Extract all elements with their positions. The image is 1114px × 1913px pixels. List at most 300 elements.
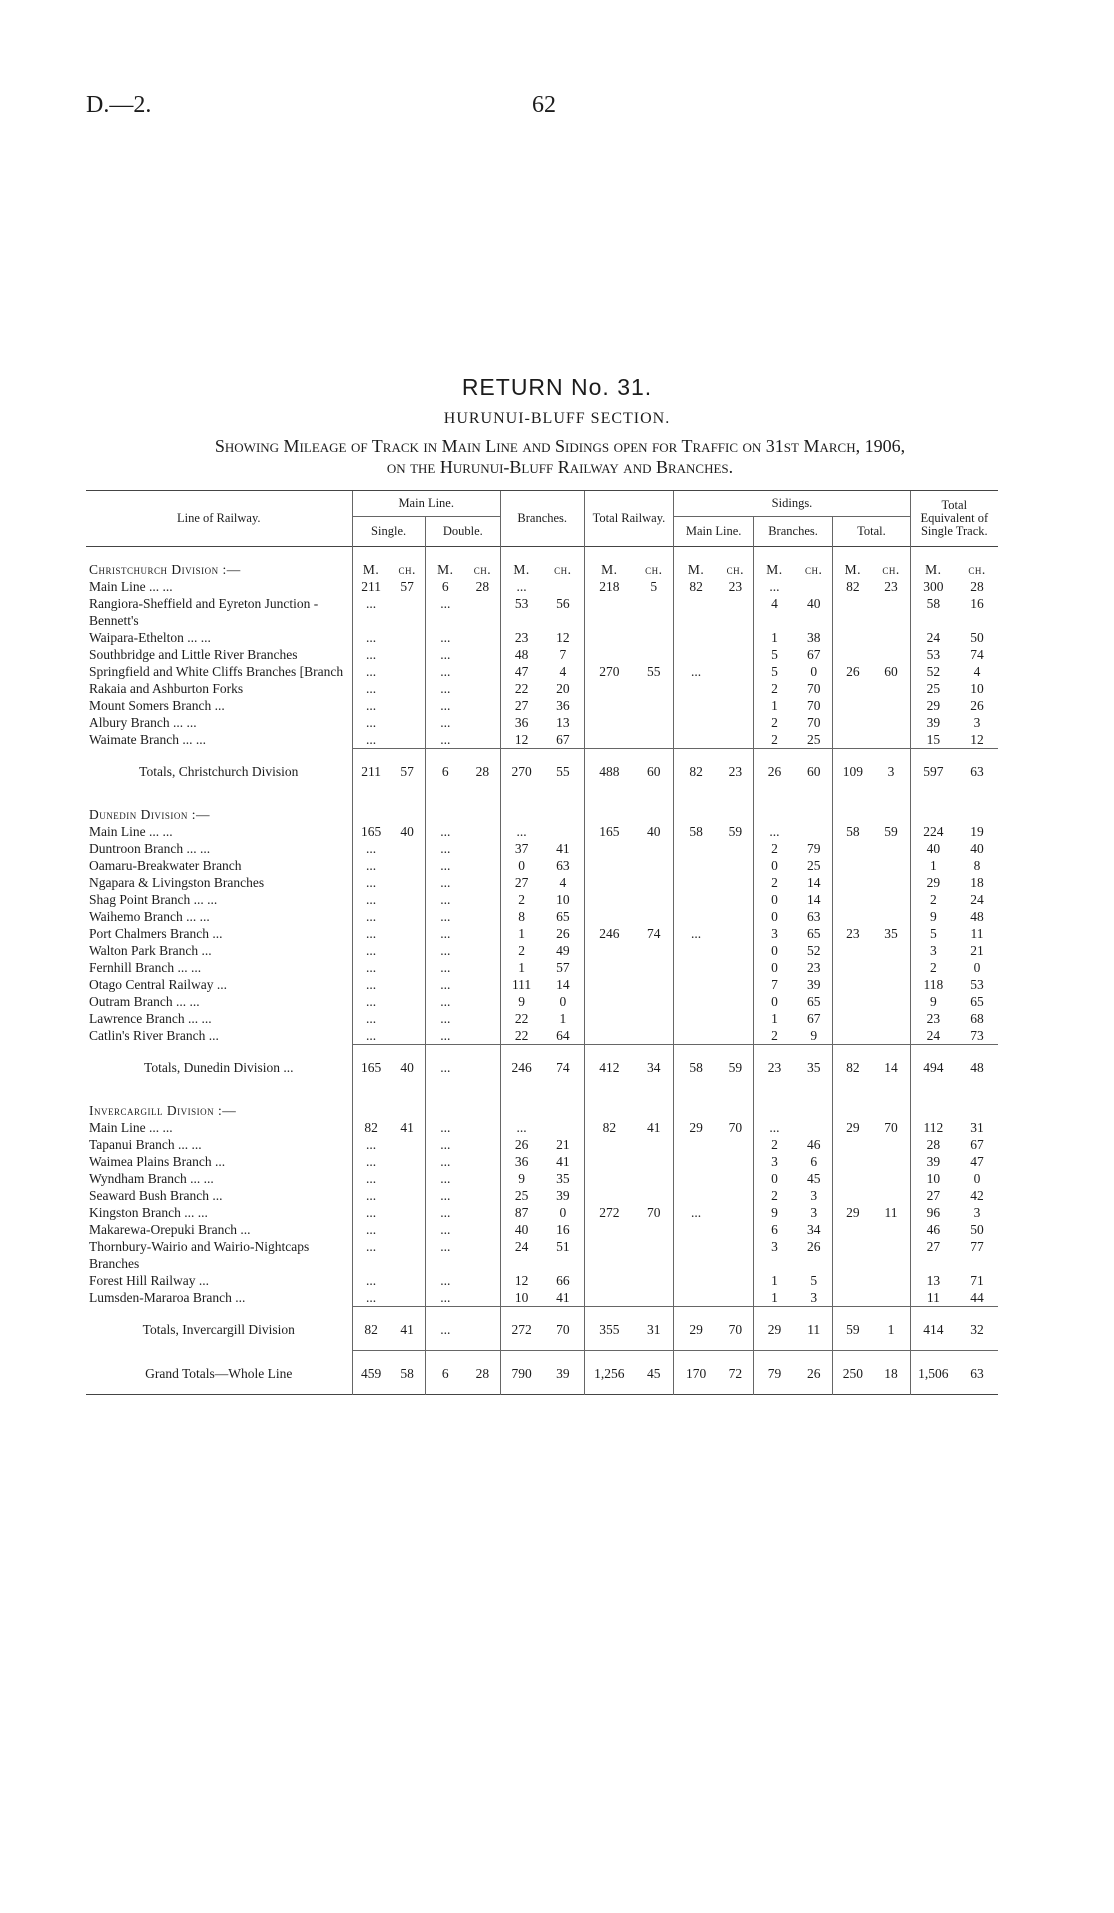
- single-ch: [390, 1187, 426, 1204]
- total-equivalent-ch: 73: [970, 1028, 984, 1043]
- total-railway-ch: [634, 857, 674, 874]
- line-name: Main Line ... ...: [89, 579, 173, 594]
- total-equivalent-m: 1: [910, 857, 956, 874]
- double-m: ...: [425, 840, 465, 857]
- totals-equivalent-m: 494: [910, 1045, 956, 1089]
- total-railway-ch: [634, 1187, 674, 1204]
- total-railway-m: [584, 908, 634, 925]
- sidings-total-ch: [872, 942, 910, 959]
- heading-blank-ch: [465, 792, 501, 823]
- sidings-main-m: [674, 976, 718, 993]
- branches-m: 1: [500, 959, 542, 976]
- total-equivalent-ch: 28: [970, 579, 984, 594]
- totals-sidings-main-ch: 59: [718, 1045, 754, 1089]
- table-row: [86, 1221, 998, 1238]
- sidings-branches-m: 4: [753, 595, 795, 629]
- branches-m: 27: [500, 697, 542, 714]
- single-ch: [390, 629, 426, 646]
- sidings-total-ch: [872, 1272, 910, 1289]
- sidings-total-m: [833, 959, 873, 976]
- single-ch: [390, 874, 426, 891]
- sidings-main-m: [674, 874, 718, 891]
- total-railway-m: [584, 595, 634, 629]
- unit-m: M.: [833, 547, 873, 578]
- table-row: [86, 857, 998, 874]
- total-equivalent-ch: 24: [970, 892, 984, 907]
- total-railway-m: [584, 993, 634, 1010]
- sidings-branches-m: 5: [753, 646, 795, 663]
- sidings-branches-ch: 40: [806, 596, 821, 611]
- single-m: ...: [352, 959, 390, 976]
- heading-blank-ch: [956, 792, 998, 823]
- totals-double-ch: [465, 1307, 501, 1351]
- totals-sidings-main-m: 29: [674, 1307, 718, 1351]
- single-m: ...: [352, 629, 390, 646]
- sidings-branches-ch: 25: [806, 858, 821, 873]
- unit-m: M.: [352, 547, 390, 578]
- single-ch: [390, 697, 426, 714]
- single-m: ...: [352, 1010, 390, 1027]
- sidings-total-group-m: 23: [833, 925, 873, 942]
- heading-blank-ch: [542, 792, 584, 823]
- sidings-total-group-ch: 35: [884, 926, 898, 941]
- sidings-branches-ch: [795, 578, 833, 595]
- sidings-total-m: [833, 976, 873, 993]
- total-equivalent-m: 24: [910, 1027, 956, 1045]
- line-name: Walton Park Branch ...: [89, 943, 212, 958]
- totals-double-ch: [465, 1045, 501, 1089]
- total-equivalent-m: 27: [910, 1187, 956, 1204]
- line-name: Otago Central Railway ...: [89, 977, 227, 992]
- sidings-main-m: [674, 840, 718, 857]
- branches-ch: 35: [556, 1171, 570, 1186]
- totals-sidings-branches-ch: 11: [795, 1307, 833, 1351]
- sidings-total-group-ch: 60: [884, 664, 898, 679]
- total-railway-m: [584, 629, 634, 646]
- branches-m: 0: [500, 857, 542, 874]
- double-ch: [465, 857, 501, 874]
- unit-ch: ch.: [645, 562, 663, 577]
- total-equivalent-ch: 77: [970, 1239, 984, 1254]
- branches-ch: 49: [556, 943, 570, 958]
- unit-m: M.: [674, 547, 718, 578]
- table-row: [86, 1238, 998, 1272]
- total-railway-ch: [634, 1010, 674, 1027]
- double-ch: [465, 1272, 501, 1289]
- bottom-rule-cell: [86, 1395, 998, 1396]
- line-name: Waimate Branch ... ...: [89, 732, 206, 747]
- totals-sidings-total-ch: 14: [872, 1045, 910, 1089]
- sidings-total-m: [833, 646, 873, 663]
- double-ch: [465, 646, 501, 663]
- unit-ch: ch.: [968, 562, 986, 577]
- heading-blank-ch: [634, 792, 674, 823]
- double-m: ...: [425, 1010, 465, 1027]
- sidings-total-m: [833, 1136, 873, 1153]
- double-m: ...: [425, 874, 465, 891]
- heading-blank-m: [910, 1088, 956, 1119]
- sidings-branches-m: 2: [753, 874, 795, 891]
- single-m: ...: [352, 1289, 390, 1307]
- single-m: ...: [352, 840, 390, 857]
- sidings-branches-ch: 3: [810, 1290, 818, 1305]
- sidings-main-m: [674, 891, 718, 908]
- unit-m: M.: [910, 547, 956, 578]
- total-equivalent-m: 39: [910, 1153, 956, 1170]
- single-m: ...: [352, 908, 390, 925]
- sidings-branches-m: ...: [753, 578, 795, 595]
- sidings-total-ch: [872, 1153, 910, 1170]
- totals-total-railway-m: 355: [584, 1307, 634, 1351]
- sidings-total-m: [833, 595, 873, 629]
- branches-ch: 41: [556, 1290, 570, 1305]
- sidings-main-ch: [718, 1289, 754, 1307]
- sidings-branches-m: 1: [753, 629, 795, 646]
- heading-blank-ch: [872, 1088, 910, 1119]
- sidings-main-m: [674, 1187, 718, 1204]
- single-ch: 41: [400, 1120, 414, 1135]
- total-railway-m: [584, 714, 634, 731]
- total-equivalent-m: 3: [910, 942, 956, 959]
- total-railway-m: [584, 646, 634, 663]
- line-name: Thornbury-Wairio and Wairio-Nightcaps Branches: [89, 1239, 310, 1271]
- total-railway-m: [584, 959, 634, 976]
- sidings-main-ch: [718, 1272, 754, 1289]
- sidings-total-m: [833, 714, 873, 731]
- total-equivalent-m: 46: [910, 1221, 956, 1238]
- division-heading-row: [86, 547, 998, 578]
- total-railway-m: [584, 1187, 634, 1204]
- division-heading: Christchurch Division :—: [89, 562, 241, 577]
- section-title: HURUNUI-BLUFF SECTION.: [443, 410, 671, 427]
- sidings-total-ch: [872, 646, 910, 663]
- sidings-main-ch: 59: [728, 824, 743, 839]
- branches-ch: 0: [559, 1205, 567, 1220]
- sidings-branches-m: 0: [753, 959, 795, 976]
- total-railway-m: [584, 874, 634, 891]
- table-row: [86, 1010, 998, 1027]
- col-main-line: Main Line.: [352, 491, 500, 517]
- line-name: Port Chalmers Branch ...: [89, 926, 223, 941]
- total-equivalent-m: 27: [910, 1238, 956, 1272]
- grand-double-m: 6: [425, 1351, 465, 1395]
- line-name: Main Line ... ...: [89, 1120, 173, 1135]
- single-m: ...: [352, 680, 390, 697]
- single-m: ...: [352, 993, 390, 1010]
- double-ch: [465, 993, 501, 1010]
- table-subtitle: [40, 436, 1080, 478]
- unit-ch: ch.: [804, 562, 823, 577]
- single-m: ...: [352, 697, 390, 714]
- single-m: ...: [352, 1272, 390, 1289]
- heading-blank-m: [584, 792, 634, 823]
- sidings-total-ch: [872, 697, 910, 714]
- single-ch: [390, 840, 426, 857]
- total-railway-ch: [634, 680, 674, 697]
- branches-m: 26: [500, 1136, 542, 1153]
- total-railway-group-ch: 74: [647, 926, 661, 941]
- double-m: ...: [425, 959, 465, 976]
- branches-ch: [542, 823, 584, 840]
- sidings-total-ch: [872, 1289, 910, 1307]
- total-equivalent-ch: 10: [970, 681, 984, 696]
- sidings-branches-m: 0: [753, 891, 795, 908]
- double-m: ...: [425, 891, 465, 908]
- total-railway-ch: [634, 1238, 674, 1272]
- totals-sidings-total-m: 109: [833, 749, 873, 793]
- single-m: ...: [352, 942, 390, 959]
- single-ch: [390, 925, 426, 942]
- branches-ch: 51: [556, 1239, 570, 1254]
- heading-blank-m: [674, 1088, 718, 1119]
- grand-equivalent-ch: 63: [956, 1351, 998, 1395]
- double-ch: [465, 925, 501, 942]
- branches-m: 22: [500, 680, 542, 697]
- totals-equivalent-m: 597: [910, 749, 956, 793]
- double-ch: [465, 1119, 501, 1136]
- total-railway-group-m: 270: [584, 663, 634, 680]
- sidings-total-m: [833, 1170, 873, 1187]
- total-railway-m: [584, 1136, 634, 1153]
- line-name: Waihemo Branch ... ...: [89, 909, 210, 924]
- col-double: Double.: [425, 517, 500, 547]
- double-ch: [465, 595, 501, 629]
- branches-m: 12: [500, 1272, 542, 1289]
- grand-branches-m: 790: [500, 1351, 542, 1395]
- total-railway-m: [584, 1027, 634, 1045]
- line-name: Lawrence Branch ... ...: [89, 1011, 212, 1026]
- total-equivalent-m: 13: [910, 1272, 956, 1289]
- heading-blank-m: [833, 1088, 873, 1119]
- unit-ch: ch.: [473, 562, 492, 577]
- col-sidings: Sidings.: [674, 491, 910, 517]
- single-ch: [390, 680, 426, 697]
- heading-blank-ch: [390, 792, 426, 823]
- sidings-total-ch: [872, 959, 910, 976]
- grand-single-m: 459: [352, 1351, 390, 1395]
- table-row: [86, 925, 998, 942]
- sidings-total-group-m: 29: [833, 1204, 873, 1221]
- grand-totals-label: Grand Totals—Whole Line: [145, 1365, 293, 1381]
- sidings-main-ch: [718, 993, 754, 1010]
- total-railway-ch: [634, 714, 674, 731]
- double-m: ...: [425, 629, 465, 646]
- table-row: [86, 840, 998, 857]
- table-row: [86, 1119, 998, 1136]
- total-equivalent-ch: 8: [973, 858, 981, 873]
- branches-ch: 13: [556, 715, 570, 730]
- branches-ch: 26: [556, 926, 570, 941]
- table-row: [86, 1027, 998, 1045]
- totals-single-ch: 41: [390, 1307, 426, 1351]
- grand-sidings-branches-m: 79: [753, 1351, 795, 1395]
- double-ch: [465, 680, 501, 697]
- branches-m: 87: [500, 1204, 542, 1221]
- heading-blank-m: [833, 792, 873, 823]
- total-equivalent-ch: 18: [970, 875, 984, 890]
- total-equivalent-ch: 19: [970, 824, 984, 839]
- total-equivalent-ch: 21: [970, 943, 984, 958]
- total-equivalent-ch: 53: [970, 977, 984, 992]
- total-railway-ch: [634, 646, 674, 663]
- single-ch: [390, 857, 426, 874]
- double-m: ...: [425, 1119, 465, 1136]
- double-ch: [465, 1170, 501, 1187]
- sidings-total-m: 29: [833, 1119, 873, 1136]
- sidings-main-ch: [718, 595, 754, 629]
- totals-equivalent-ch: 48: [956, 1045, 998, 1089]
- sidings-main-m: [674, 1272, 718, 1289]
- table-row: [86, 663, 998, 680]
- branches-ch: 4: [559, 875, 567, 890]
- sidings-main-group-m: ...: [674, 925, 718, 942]
- total-railway-m: [584, 731, 634, 749]
- total-railway-ch: [634, 1221, 674, 1238]
- total-railway-ch: [634, 1272, 674, 1289]
- total-railway-m: [584, 1221, 634, 1238]
- sidings-total-ch: [872, 680, 910, 697]
- double-ch: [465, 629, 501, 646]
- sidings-main-ch: [718, 1153, 754, 1170]
- table-row: [86, 646, 998, 663]
- total-railway-m: [584, 1238, 634, 1272]
- double-ch: [465, 1010, 501, 1027]
- total-railway-ch: 41: [647, 1120, 661, 1135]
- sidings-main-ch: [718, 1136, 754, 1153]
- sidings-main-m: [674, 959, 718, 976]
- document-reference: D.—2.: [86, 92, 152, 118]
- total-equivalent-m: 5: [910, 925, 956, 942]
- sidings-total-m: [833, 1153, 873, 1170]
- branches-m: 27: [500, 874, 542, 891]
- grand-sidings-total-ch: 18: [872, 1351, 910, 1395]
- sidings-branches-m: 1: [753, 697, 795, 714]
- double-ch: [465, 1027, 501, 1045]
- sidings-branches-ch: 14: [806, 875, 821, 890]
- total-railway-m: [584, 680, 634, 697]
- sidings-branches-m: 2: [753, 680, 795, 697]
- sidings-main-group-ch: [718, 925, 754, 942]
- branches-m: 36: [500, 1153, 542, 1170]
- branches-m: 23: [500, 629, 542, 646]
- single-ch: [390, 1238, 426, 1272]
- heading-blank-ch: [542, 1088, 584, 1119]
- division-totals-row: [86, 1307, 998, 1351]
- sidings-branches-ch: 0: [810, 664, 818, 679]
- sidings-main-m: [674, 680, 718, 697]
- totals-sidings-branches-m: 23: [753, 1045, 795, 1089]
- unit-m: M.: [500, 547, 542, 578]
- heading-blank-ch: [634, 1088, 674, 1119]
- sidings-branches-m: 9: [753, 1204, 795, 1221]
- grand-single-ch: 58: [390, 1351, 426, 1395]
- total-railway-ch: [634, 629, 674, 646]
- total-railway-m: 82: [584, 1119, 634, 1136]
- total-railway-ch: 40: [647, 824, 661, 839]
- double-ch: [465, 1204, 501, 1221]
- totals-total-railway-ch: 31: [634, 1307, 674, 1351]
- sidings-branches-ch: 79: [806, 841, 821, 856]
- sidings-branches-m: 0: [753, 857, 795, 874]
- branches-ch: 10: [556, 892, 570, 907]
- heading-blank-m: [910, 792, 956, 823]
- sidings-total-m: [833, 942, 873, 959]
- sidings-main-m: [674, 1136, 718, 1153]
- single-m: ...: [352, 663, 390, 680]
- double-m: ...: [425, 1153, 465, 1170]
- sidings-branches-ch: 52: [806, 943, 821, 958]
- single-m: ...: [352, 1221, 390, 1238]
- total-equivalent-m: 39: [910, 714, 956, 731]
- branches-m: 111: [500, 976, 542, 993]
- sidings-main-m: [674, 731, 718, 749]
- table-row: [86, 1204, 998, 1221]
- double-m: ...: [425, 1221, 465, 1238]
- branches-m: 53: [500, 595, 542, 629]
- branches-ch: 0: [559, 994, 567, 1009]
- sidings-total-ch: [872, 976, 910, 993]
- total-equivalent-ch: 50: [970, 630, 984, 645]
- sidings-main-group-m: ...: [674, 663, 718, 680]
- total-railway-m: [584, 1153, 634, 1170]
- sidings-branches-ch: 5: [810, 1273, 818, 1288]
- total-railway-ch: [634, 595, 674, 629]
- division-heading: Invercargill Division :—: [89, 1103, 237, 1118]
- sidings-branches-m: ...: [753, 823, 795, 840]
- branches-ch: 65: [556, 909, 570, 924]
- line-name: Ngapara & Livingston Branches: [89, 875, 265, 890]
- line-name: Lumsden-Mararoa Branch ...: [89, 1290, 246, 1305]
- totals-total-railway-m: 412: [584, 1045, 634, 1089]
- sidings-total-ch: [872, 731, 910, 749]
- grand-sidings-main-m: 170: [674, 1351, 718, 1395]
- sidings-branches-ch: [795, 823, 833, 840]
- totals-branches-m: 272: [500, 1307, 542, 1351]
- line-name: Albury Branch ... ...: [89, 715, 197, 730]
- double-m: ...: [425, 993, 465, 1010]
- total-equivalent-m: 29: [910, 874, 956, 891]
- sidings-main-m: [674, 1027, 718, 1045]
- sidings-total-m: [833, 697, 873, 714]
- single-m: ...: [352, 1136, 390, 1153]
- unit-m: M.: [425, 547, 465, 578]
- double-ch: [465, 1187, 501, 1204]
- total-railway-ch: [634, 840, 674, 857]
- total-equivalent-ch: 3: [973, 715, 981, 730]
- totals-total-railway-ch: 34: [634, 1045, 674, 1089]
- col-branches: Branches.: [500, 491, 584, 547]
- sidings-branches-m: 5: [753, 663, 795, 680]
- total-equivalent-m: 29: [910, 697, 956, 714]
- table-row: [86, 680, 998, 697]
- line-name: Forest Hill Railway ...: [89, 1273, 209, 1288]
- mileage-table: [86, 490, 998, 1395]
- table-row: [86, 731, 998, 749]
- single-ch: [390, 595, 426, 629]
- double-ch: [465, 891, 501, 908]
- total-equivalent-m: 24: [910, 629, 956, 646]
- total-equivalent-m: 2: [910, 891, 956, 908]
- sidings-main-group-m: ...: [674, 1204, 718, 1221]
- double-m: ...: [425, 976, 465, 993]
- total-railway-ch: [634, 731, 674, 749]
- totals-double-m: 6: [425, 749, 465, 793]
- total-equivalent-m: 96: [910, 1204, 956, 1221]
- sidings-branches-m: 1: [753, 1289, 795, 1307]
- table-row: [86, 714, 998, 731]
- col-sidings-total: Total.: [833, 517, 910, 547]
- total-railway-ch: [634, 891, 674, 908]
